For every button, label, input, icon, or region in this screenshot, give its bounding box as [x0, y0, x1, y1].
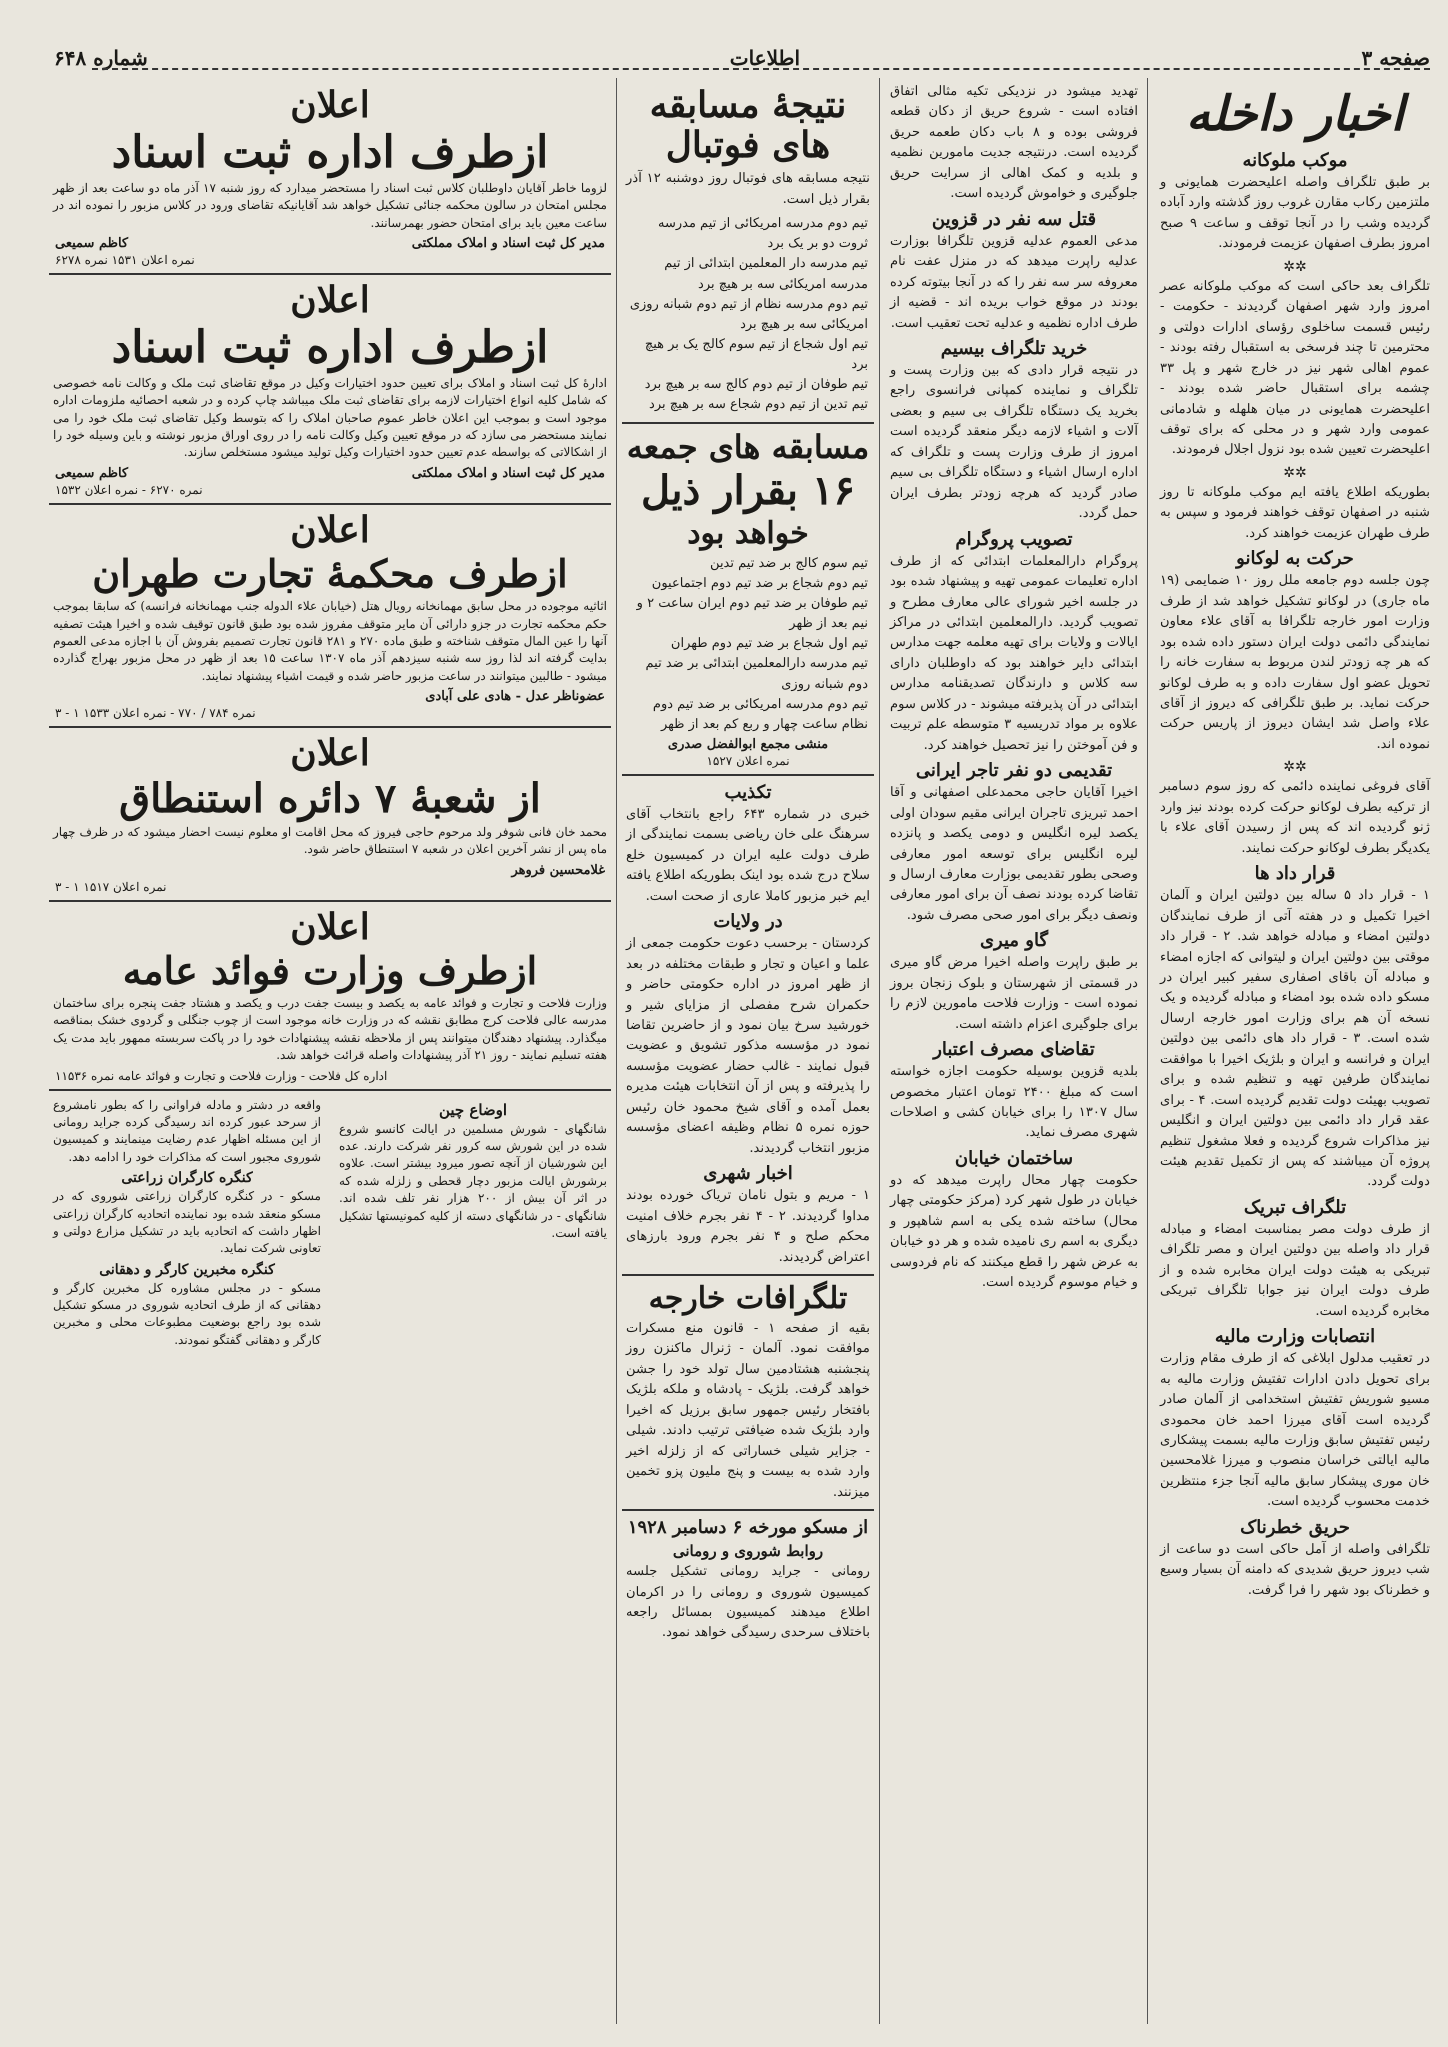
article-text: بقیه از صفحه ۱ - قانون منع مسکرات موافقت نمود. آلمان - ژنرال ماکنزن روز پنجشنبه هشتادمین سال تولد خود را جشن خواهد گرفت. بلژیک - پادشاه و ملکه بلژیک بافتخار رئیس جمهور سابق برزیل که اخیرا وارد بلژیک شده ضیافتی ترتیب دادند. شیلی - جزایر شیلی خساراتی که از زلزله اخیر وارد شده به بیست و پنج ملیون پزو تخمین میزنند. [626, 1321, 870, 1500]
article-text: تلگراف بعد حاکی است که موکب ملوکانه عصر امروز وارد شهر اصفهان گردیدند - حکومت - رئیس قسمت ساخلوی رؤسای ادارات دولتی و محترمین تا چند فرسخی به استقبال رفته بودند - عموم اهالی شهر نیز در خارج شهر و پل ۳۳ چشمه برای استقبال حاضر شده بودند - اعلیحضرت همایونی در میان هلهله و شادمانی عمومی وارد شهر و در محلی که برای توقف اعلیحضرت تعیین شده بود نزول اجلال فرمودند. [1160, 278, 1430, 458]
ad-signature: عضوناظر عدل - هادی علی آبادی [425, 689, 605, 705]
friday-matches-title-2: ۱۶ بقرار ذیل [641, 466, 855, 514]
ad-subtitle: ازطرف وزارت فوائد عامه [122, 948, 538, 994]
article-heading: تقاضای مصرف اعتبار [933, 1039, 1095, 1061]
article-text: واقعه در دشتر و مادله فراوانی را که بطور نامشروع از سرحد عبور کرده اند رسیدگی کرده جراید رومانی از این مسئله اظهار عدم رضایت مینمایند و کمیسیون شوروی مجبور است که مذاکرات خود را ادامه دهد. [53, 1097, 321, 1164]
article-text: تهدید میشود در نزدیکی تکیه مثالی اتفاق افتاده است - شروع حریق از دکان قطعه فروشی بوده و ۸ باب دکان طعمه حریق گردیده است. درنتیجه جدیت مامورین نظمیه و بلدیه و کمک اهالی از سرایت حریق جلوگیری و خواموش گردیده است. [890, 84, 1139, 202]
results-list [622, 554, 874, 735]
column-news-2 [886, 82, 1142, 2024]
article-heading: تلگراف تبریک [1243, 1196, 1347, 1218]
divider [622, 774, 874, 776]
results-list [622, 214, 874, 415]
article-text: مسکو - در مجلس مشاوره کل مخبرین کارگر و دهقانی که از طرف اتحادیه شوروی در مسکو تشکیل شده بود راجع بوضعیت مطبوعات محلی و مخبرین کارگر و دهقانی گفتگو نمودند. [53, 1280, 321, 1347]
article-text: ۱ - مریم و بتول نامان تریاک خورده بودند مداوا گردیدند. ۲ - ۴ نفر بجرم خلاف امنیت محکم صلح و ۴ نفر بجرم ورود بارزهای اعتراض گردیدند. [626, 1188, 870, 1265]
section-heading: اخبار شهری [703, 1163, 793, 1185]
page-number: صفحه ۳ [1361, 46, 1430, 70]
result-line: تیم دوم مدرسه امریکائی بر ضد تیم دوم نظام ساعت چهار و ربع کم بعد از ظهر [652, 696, 868, 732]
issue-number: شماره ۶۴۸ [54, 46, 148, 70]
ad-text: اثاثیه موجوده در محل سابق مهمانخانه رویال هتل (خیابان علاء الدوله جنب مهمانخانه فرانسه) که سابقا بموجب حکم محکمه تجارت در جزو دارائی آن مایر متوقف مفروز شده بود طبق قانون توقیف شده و اخیرا هیئت تصفیه آنها را عین المال متوقف شناخته و طبق ماده ۲۷۰ و ۲۸۱ قانون تجارت تصمیم بفروش آن با اجازه مدعی العموم بدایت گرفته اند لذا روز سه شنبه سیزدهم آذر ماه ۱۳۰۷ ساعت ۱۵ بعد از ظهر در محل مزبور بهراج گذارده میشود - طالبین میتوانند در ساعت مزبور حاضر شده و قیمت اشیاء پیشنهاد نمایند. [53, 599, 607, 683]
article-text: کردستان - برحسب دعوت حکومت جمعی از علما و اعیان و تجار و طبقات مختلفه در بعد از ظهر امروز در اداره حکومتی حاضر و حکمران شرح مفصلی از مزایای شیر و خورشید سرخ بیان نمود و از حاضرین تقاضا نمود در مؤسسه مذکور تشویق و عضویت قبول نمایند - غالب حضار عضویت مؤسسه را پذیرفته و پس از آن انتخابات هیئت مدیره بعمل آمده و آقای شیخ محمود خان رئیس حوزه نمره ۵ نظام وظیفه اعضای مؤسسه مزبور انتخاب گردیدند. [626, 936, 870, 1156]
ad-signature: غلامحسین فروهر [511, 862, 605, 878]
divider [49, 900, 611, 902]
article-text: چون جلسه دوم جامعه ملل روز ۱۰ ضمایمی (۱۹ ماه جاری) در لوکانو تشکیل خواهد شد از طرف وزارت امور خارجه تلگرافا به آقای علاء معاون نمایندگی دائمی دولت ایران دستور داده شده بود که هر چه زودتر لندن مربوط به سفارت خانه را تحویل عضو اول سفارت داده و به طرف لوکانو حرکت نماید. بر طبق تلگرافی که دیروز از آقای علاء واصل شد ایشان دیروز از پاریس حرکت نموده اند. [1160, 573, 1430, 752]
bottom-news-right [335, 1097, 611, 1354]
column-domestic-news [1156, 82, 1434, 2024]
signature-title: مدیر کل ثبت اسناد و املاک مملکتی [411, 465, 605, 481]
article-text: خبری در شماره ۶۴۳ راجع بانتخاب آقای سرهنگ علی خان ریاضی بسمت نمایندگی از طرف دولت علیه ایران در کمیسیون خلع سلاح درج شده بود اینک بطوریکه اطلاع یافته ایم خبر مزبور کاملا عاری از صحت است. [626, 806, 870, 904]
ad-subtitle: ازطرف اداره ثبت اسناد [111, 126, 549, 178]
result-line: تیم طوفان از تیم دوم کالج سه بر هیچ برد [644, 377, 868, 393]
ad-number: نمره اعلان ۱۵۳۱ نمره ۶۲۷۸ [55, 252, 195, 267]
article-heading: تصویب پروگرام [955, 528, 1073, 550]
divider [622, 1509, 874, 1511]
section-ornament: ✲✲ [1283, 258, 1307, 275]
news-list [886, 209, 1142, 1294]
article-text: شانگهای - شورش مسلمین در ایالت کانسو شروع شده در این شورش سه کرور نفر شرکت دارند. عده این شورشیان از آنچه تصور میرود بیشتر است. علاوه برشورش ایالت مزبور دچار قحطی و زلزله شده که در اثر آن بیش از ۲۰۰ هزار نفر تلف شده اند. شانگهای - در شانگهای دسته از کلیه کمونیستها تشکیل یافته است. [339, 1121, 608, 1240]
article-text: بطوریکه اطلاع یافته ایم موکب ملوکانه تا روز شنبه در اصفهان توقف خواهند فرمود و سپس به طرف طهران عزیمت خواهند کرد. [1160, 484, 1430, 541]
article-heading: تقدیمی دو نفر تاجر ایرانی [915, 760, 1113, 782]
football-title: نتیجهٔ مسابقه های فوتبال [649, 84, 847, 166]
ad-number: نمره ۷۸۴ / ۷۷۰ - نمره اعلان ۱۵۳۳ ۱ - ۳ [55, 706, 256, 721]
section-heading: روابط شوروی و رومانی [672, 1542, 824, 1561]
masthead-rule [92, 68, 1430, 70]
result-line: تیم سوم کالج بر ضد تیم تدین [710, 555, 868, 571]
result-line: تیم دوم مدرسه امریکائی از تیم مدرسه ثروت دو بر یک برد [658, 216, 868, 252]
article-text: تلگرافی واصله از آمل حاکی است دو ساعت از شب دیروز حریق شدیدی که دامنه آن بسیار وسیع و خطرناک بود شهر را فرا گرفت. [1160, 1541, 1430, 1598]
article-heading: انتصابات وزارت مالیه [1214, 1326, 1376, 1348]
article-heading: موکب ملوکانه [1242, 150, 1348, 171]
section-ornament: ✲✲ [1283, 759, 1307, 776]
article-text: پروگرام دارالمعلمات ابتدائی که از طرف اداره تعلیمات عمومی تهیه و پیشنهاد شده بود در جلسه اخیر شورای عالی معارف مطرح و تصویب گردید. دارالمعلمین ابتدائی در مراکز ایالات و ولایات برای تهیه معلمه جهت مدارس ابتدائی دایر خواهند بود که داوطلبان دارای سه کلاس و دارندگان تصدیقنامه مدارس ابتدائی در آن پذیرفته میشوند - در کلاس سوم علاوه بر مواد تدریسیه ۳ متوسطه علم تربیت و فن آموختن را نیز تحصیل خواهند کرد. [890, 553, 1138, 753]
article-heading: حریق خطرناک [1240, 1516, 1350, 1538]
divider [49, 503, 611, 505]
ad-subtitle: از شعبهٔ ۷ دائره استنطاق [119, 774, 541, 822]
column-divider [616, 78, 617, 2024]
article-heading: گاو میری [979, 930, 1049, 952]
friday-matches-title-3: خواهد بود [687, 515, 809, 551]
section-heading: کنگره مخبرین کارگر و دهقانی [99, 1261, 275, 1278]
ad-title: اعلان [290, 84, 370, 126]
ad-text: لزوما خاطر آقایان داوطلبان کلاس ثبت اسناد را مستحضر میدارد که روز شنبه ۱۷ آذر ماه دو ساعت بعد از ظهر مجلس امتحان در سالون محکمه جنائی تشکیل خواهد شد آقایانیکه تقاضای ورود در کلاس مزبور را نموده اند در ساعت معین باید برای امتحان حضور بهمرسانند. [53, 180, 607, 230]
ad-subtitle: ازطرف محکمهٔ تجارت طهران [92, 551, 568, 597]
bottom-news-left [49, 1097, 325, 1354]
ad-number: اداره کل فلاحت - وزارت فلاحت و تجارت و فوائد عامه نمره ۱۱۵۳۶ [55, 1068, 388, 1083]
article-heading: حرکت به لوکانو [1236, 548, 1354, 570]
ad-number: نمره اعلان ۱۵۲۷ [706, 753, 790, 768]
article-heading: ساختمان خیابان [954, 1147, 1074, 1169]
section-heading: کنگره کارگران زراعتی [121, 1170, 253, 1187]
article-heading: قتل سه نفر در قزوین [931, 208, 1097, 230]
bottom-news-grid [49, 1097, 611, 1354]
article-text: در نتیجه قرار دادی که بین وزارت پست و تلگراف و نماینده کمپانی فرانسوی راجع بخرید یک دستگاه تلگراف بی سیم و بعضی آلات و اشیاء لازمه دیگر منعقد گردیده است امروز از طرف وزارت پست و تلگراف که اداره ارسال اشیاء و دستگاه تلگراف بی سیم صادر گردید که هرچه زودتر بطرف ایران حمل گردد. [890, 362, 1138, 522]
news-list [1156, 150, 1434, 1601]
article-text: ۱ - قرار داد ۵ ساله بین دولتین ایران و آلمان اخیرا تکمیل و در هفته آتی از طرف نمایندگان دولتین امضاء و مبادله خواهد شد. ۲ - قرار داد موقتی بین دولتین ایران و لیتوانی که اجازه امضاء و مبادله آن باقای اصفاری سفیر کبیر ایران در مسکو داده شده بود امضاء و مبادله گردیده و یک نسخه آن هم برای وزارت امور خارجه ارسال شده است. ۳ - قرار داد های دائمی بین دولتین ایران و فرانسه و ایران و بلژیک اخیرا با موافقت نمایندگان طرفین تهیه و تنظیم شده و برای تصویب بهیئت دولت تقدیم گردیده است. ۴ - برای عقد قرار داد دائمی بین دولتین ایران و انگلیس نیز مذاکرات شروع گردیده و فعلا مشغول تنظیم پروژه آن میباشند که پس از تکمیل تقدیم هیئت دولت گردد. [1160, 888, 1431, 1190]
article-text: در تعقیب مدلول ابلاغی که از طرف مقام وزارت برای تحویل دادن ادارات تفتیش وزارت مالیه به مسیو شوریش تفتیش استخدامی از آلمان صادر گردیده است آقای میرزا احمد خان محمودی رئیس تفتیش سابق وزارت مالیه بسمت پیشکاری مالیه ایالتی خراسان منصوب و میرزا غلامحسین خان موری پیشکار سابق مالیه آنجا جزء منتظرین خدمت محسوب گردیده است. [1160, 1351, 1430, 1510]
ad-subtitle: ازطرف اداره ثبت اسناد [111, 321, 549, 373]
ad-text: وزارت فلاحت و تجارت و فوائد عامه به یکصد و بیست جفت درب و یکصد و هشتاد جفت پنجره برای ساختمان مدرسه عالی فلاحت کرج مطابق نقشه که در وزارت خانه موجود است از چوب جنگلی و گردوی خشک بمناقصه میگذارد. پیشنهاد دهندگان میتوانند پس از ملاحظه نقشه پیشنهادات خود را در پاکت سربسته ممهور باید مدت یک هفته تسلیم نمایند - روز ۲۱ آذر پیشنهادات واصله قرائت خواهد شد. [53, 995, 607, 1063]
signature: منشی مجمع ابوالفضل صدری [667, 736, 829, 752]
result-line: تیم تدین از تیم دوم شجاع سه بر هیچ برد [649, 397, 868, 413]
article-text: حکومت چهار محال راپرت میدهد که دو خیابان در طول شهر کرد (مرکز حکومتی چهار محال) ساخته شده یکی به اسم شاهپور و دیگری به اسم ری نامیده شده و هر دو خیابان به عرض شهر را قطع میکنند که نام فردوسی و خیام موسوم گردیده است. [890, 1172, 1138, 1291]
signature-title: مدیر کل ثبت اسناد و املاک مملکتی [411, 235, 605, 251]
result-line: تیم مدرسه دار المعلمین ابتدائی از تیم مدرسه امریکائی سه بر هیچ برد [664, 256, 868, 292]
signature-name: کاظم سمیعی [55, 235, 129, 251]
friday-matches-title: مسابقه های جمعه [626, 427, 870, 466]
foreign-telegrams-title: تلگرافات خارجه [648, 1281, 848, 1317]
result-line: تیم اول شجاع از تیم سوم کالج یک بر هیچ برد [644, 336, 868, 373]
article-text: رومانی - جراید رومانی تشکیل جلسه کمیسیون شوروی و رومانی را در اکرمان اطلاع میدهند کمیسیون بمسائل راجعه باختلاف سرحدی رسیدگی خواهد نمود. [626, 1564, 870, 1641]
result-line: تیم طوفان بر ضد تیم دوم ایران ساعت ۲ و نیم بعد از ظهر [636, 595, 868, 632]
column-divider [1147, 78, 1148, 2024]
article-text: مدعی العموم عدلیه قزوین تلگرافا بوزارت عدلیه راپرت میدهد که در منزل عفت نام معروفه سر سه نفر را که در آنجا بیتوته کرده بودند در موقع خواب بریده اند - قضیه از طرف اداره نظمیه و عدلیه تحت تعقیب است. [890, 233, 1138, 331]
section-heading: در ولایات [713, 911, 783, 933]
paper-name: اطلاعات [729, 46, 800, 70]
divider [622, 422, 874, 424]
ad-signature [55, 236, 605, 251]
signature-name: کاظم سمیعی [55, 465, 129, 481]
article-text: مسکو - در کنگره کارگران زراعتی شوروی که در مسکو منعقد شده بود نماینده اتحادیه کارگران زراعتی اظهار داشت که اتحادیه باید در تشکیل مزارع دولتی و تعاونی شرکت نماید. [53, 1189, 321, 1256]
section-heading: اوضاع چین [438, 1100, 508, 1119]
article-text: بر طبق راپرت واصله اخیرا مرض گاو میری در قسمتی از شهرستان و بلوک زنجان بروز نموده است - وزارت فلاحت مامورین لازم را برای جلوگیری اعزام داشته است. [890, 955, 1138, 1032]
column-divider [879, 78, 880, 2024]
divider [49, 726, 611, 728]
article-text: نتیجه مسابقه های فوتبال روز دوشنبه ۱۲ آذر بقرار ذیل است. [626, 171, 870, 207]
ad-signature [55, 466, 605, 481]
article-heading: قرار داد ها [1254, 863, 1336, 885]
newspaper-page [40, 22, 1440, 2042]
section-title: اخبار داخله [1185, 86, 1404, 142]
ad-title: اعلان [290, 278, 370, 321]
section-ornament: ✲✲ [1283, 464, 1307, 481]
column-sports-foreign [622, 82, 874, 2024]
article-text: بر طبق تلگراف واصله اعلیحضرت همایونی و ملتزمین رکاب مقارن غروب روز گذشته وارد آباده گردیده وشب را در آنجا توقف و ساعت ۹ صبح امروز بطرف اصفهان عزیمت فرمودند. [1160, 175, 1430, 252]
ad-title: اعلان [290, 732, 370, 775]
divider [622, 1274, 874, 1276]
divider [49, 273, 611, 275]
ad-text: محمد خان فانی شوفر ولد مرحوم حاجی فیروز که محل اقامت او معلوم نیست احضار میشود که در ظرف چهار ماه پس از نشر آخرین اعلان در شعبه ۷ استنطاق حاضر شود. [53, 824, 607, 857]
column-announcements [49, 82, 611, 2024]
article-text: اخیرا آقایان حاجی محمدعلی اصفهانی و آقا احمد تبریزی تاجران ایرانی مقیم سودان اولی یکصد لیره انگلیس و دومی یکصد و پانزده لیره انگلیس برای توسعه امور معارفی وصحی بطور تقدیمی بوزارت معارف ارسال و تقاضا کرده بودند نصف آن برای امور معارفی ونصف دیگر برای امور صحی مصرف شود. [890, 785, 1138, 923]
ad-title: اعلان [290, 508, 370, 551]
ad-number: نمره ۶۲۷۰ - نمره اعلان ۱۵۳۲ [55, 482, 203, 497]
divider [49, 1089, 611, 1091]
article-text: آقای فروغی نماینده دائمی که روز سوم دسامبر از ترکیه بطرف لوکانو حرکت کرده بودند نیز وارد ژنو گردیده اند که پس از رسیدن آقای علاء با یکدیگر بطرف لوکانو حرکت نمایند. [1160, 779, 1430, 856]
article-text: بلدیه قزوین بوسیله حکومت اجازه خواسته است که مبلغ ۲۴۰۰ تومان اعتبار مخصوص سال ۱۳۰۷ را برای خیابان کشی و اصلاحات شهری مصرف نماید. [890, 1064, 1138, 1141]
section-heading: از مسکو مورخه ۶ دسامبر ۱۹۲۸ [627, 1517, 869, 1539]
ad-text: ادارهٔ کل ثبت اسناد و املاک برای تعیین حدود اختیارات وکیل در موقع تقاضای ثبت ملک و وکالت نامه خصوصی که شامل کلیه انواع اختیارات لازمه برای تقاضای ثبت ملک میباشد چاپ کرده و در شعبه احصائیه ملزومات اداره موجود است و بموجب این اعلان خاطر عموم صاحبان املاک را که بتوسط وکیل تقاضای ثبت ملک خود را می نمایند مستحضر می سازد که در موقع تعیین وکیل وکالت نامه را در روی اوراق مزبور نوشته و باین وسیله خود را از اشکالاتی که بواسطه عدم تعیین حدود اختیارات وکیل تولید میشود مستخلص سازند. [53, 375, 607, 460]
article-heading: خرید تلگراف بیسیم [940, 337, 1088, 359]
article-text: از طرف دولت مصر بمناسبت امضاء و مبادله قرار داد واصله بین دولتین ایران و مصر تلگراف تبریکی به هیئت دولت ایران مخابره شده و از طرف دولت ایران نیز جوابا تلگراف تبریکی مخابره گردیده است. [1160, 1221, 1430, 1319]
ad-number: نمره اعلان ۱۵۱۷ ۱ - ۳ [55, 879, 167, 894]
section-heading: تکذیب [724, 781, 772, 803]
ad-title: اعلان [290, 905, 370, 948]
result-line: تیم مدرسه دارالمعلمین ابتدائی بر ضد تیم دوم شبانه روزی [645, 656, 868, 692]
result-line: تیم دوم شجاع بر ضد تیم دوم اجتماعیون [651, 575, 868, 591]
result-line: تیم اول شجاع بر ضد تیم دوم طهران [670, 636, 868, 652]
result-line: تیم دوم مدرسه نظام از تیم دوم شبانه روزی امریکائی سه بر هیچ برد [629, 296, 868, 332]
